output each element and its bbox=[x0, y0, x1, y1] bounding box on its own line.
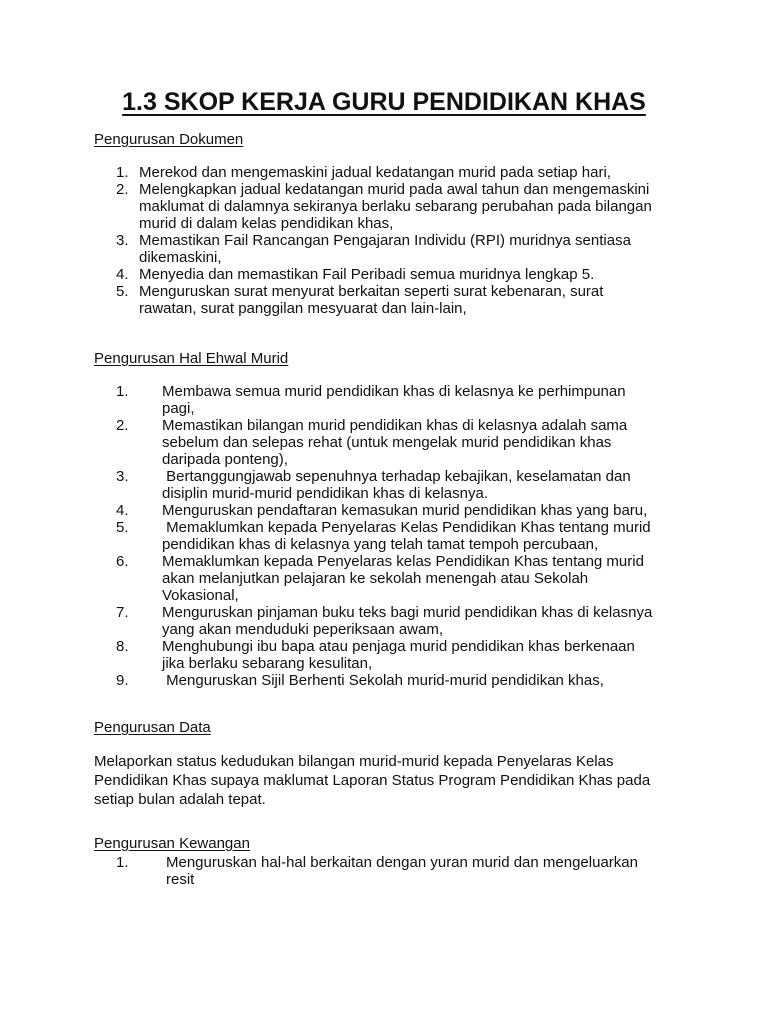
list-item: 2. Memastikan bilangan murid pendidikan khas di kelasnya adalah sama sebelum dan selepas rehat (untuk mengelak murid pendidikan khas daripada ponteng), bbox=[116, 417, 628, 468]
list-kewangan bbox=[116, 854, 696, 888]
list-item: 7. Menguruskan pinjaman buku teks bagi murid pendidikan khas di kelasnya yang akan menduduki peperiksaan awam, bbox=[116, 604, 653, 638]
page-title-text: 1.3 SKOP KERJA GURU PENDIDIKAN KHAS bbox=[122, 88, 646, 116]
list-item: 9. Menguruskan Sijil Berhenti Sekolah murid-murid pendidikan khas, bbox=[116, 672, 604, 689]
list-hal-ehwal-murid bbox=[116, 383, 696, 689]
section-heading-dokumen: Pengurusan Dokumen bbox=[94, 131, 244, 148]
section-heading-data: Pengurusan Data bbox=[94, 719, 211, 736]
section-heading-hal-ehwal-murid: Pengurusan Hal Ehwal Murid bbox=[94, 350, 289, 367]
list-item: 4. Menyedia dan memastikan Fail Peribadi semua muridnya lengkap 5. bbox=[116, 266, 595, 283]
list-item: 2. Melengkapkan jadual kedatangan murid pada awal tahun dan mengemaskini maklumat di dalamnya sekiranya berlaku sebarang perubahan pada bilangan murid di dalam kelas pendidikan khas, bbox=[116, 181, 652, 232]
list-item: 3. Bertanggungjawab sepenuhnya terhadap kebajikan, keselamatan dan disiplin murid-murid pendidikan khas di kelasnya. bbox=[116, 468, 631, 502]
section-heading-kewangan: Pengurusan Kewangan bbox=[94, 835, 250, 852]
list-item: 5. Menguruskan surat menyurat berkaitan seperti surat kebenaran, surat rawatan, surat panggilan mesyuarat dan lain-lain, bbox=[116, 283, 604, 317]
list-item: 1. Menguruskan hal-hal berkaitan dengan yuran murid dan mengeluarkan resit bbox=[116, 854, 638, 888]
paragraph-data: Melaporkan status kedudukan bilangan murid-murid kepada Penyelaras Kelas Pendidikan Khas supaya maklumat Laporan Status Program Pendidikan Khas pada setiap bulan adalah tepat. bbox=[94, 753, 651, 808]
page-title bbox=[0, 86, 768, 118]
list-dokumen bbox=[116, 164, 696, 317]
list-item: 1. Merekod dan mengemaskini jadual kedatangan murid pada setiap hari, bbox=[116, 164, 611, 181]
list-item: 5. Memaklumkan kepada Penyelaras Kelas Pendidikan Khas tentang murid pendidikan khas di kelasnya yang telah tamat tempoh percubaan, bbox=[116, 519, 651, 553]
list-item: 6. Memaklumkan kepada Penyelaras kelas Pendidikan Khas tentang murid akan melanjutkan pelajaran ke sekolah menengah atau Sekolah Vokasional, bbox=[116, 553, 644, 604]
list-item: 3. Memastikan Fail Rancangan Pengajaran Individu (RPI) muridnya sentiasa dikemaskini, bbox=[116, 232, 631, 266]
list-item: 8. Menghubungi ibu bapa atau penjaga murid pendidikan khas berkenaan jika berlaku sebarang kesulitan, bbox=[116, 638, 635, 672]
list-item: 4. Menguruskan pendaftaran kemasukan murid pendidikan khas yang baru, bbox=[116, 502, 648, 519]
list-item: 1. Membawa semua murid pendidikan khas di kelasnya ke perhimpunan pagi, bbox=[116, 383, 626, 417]
